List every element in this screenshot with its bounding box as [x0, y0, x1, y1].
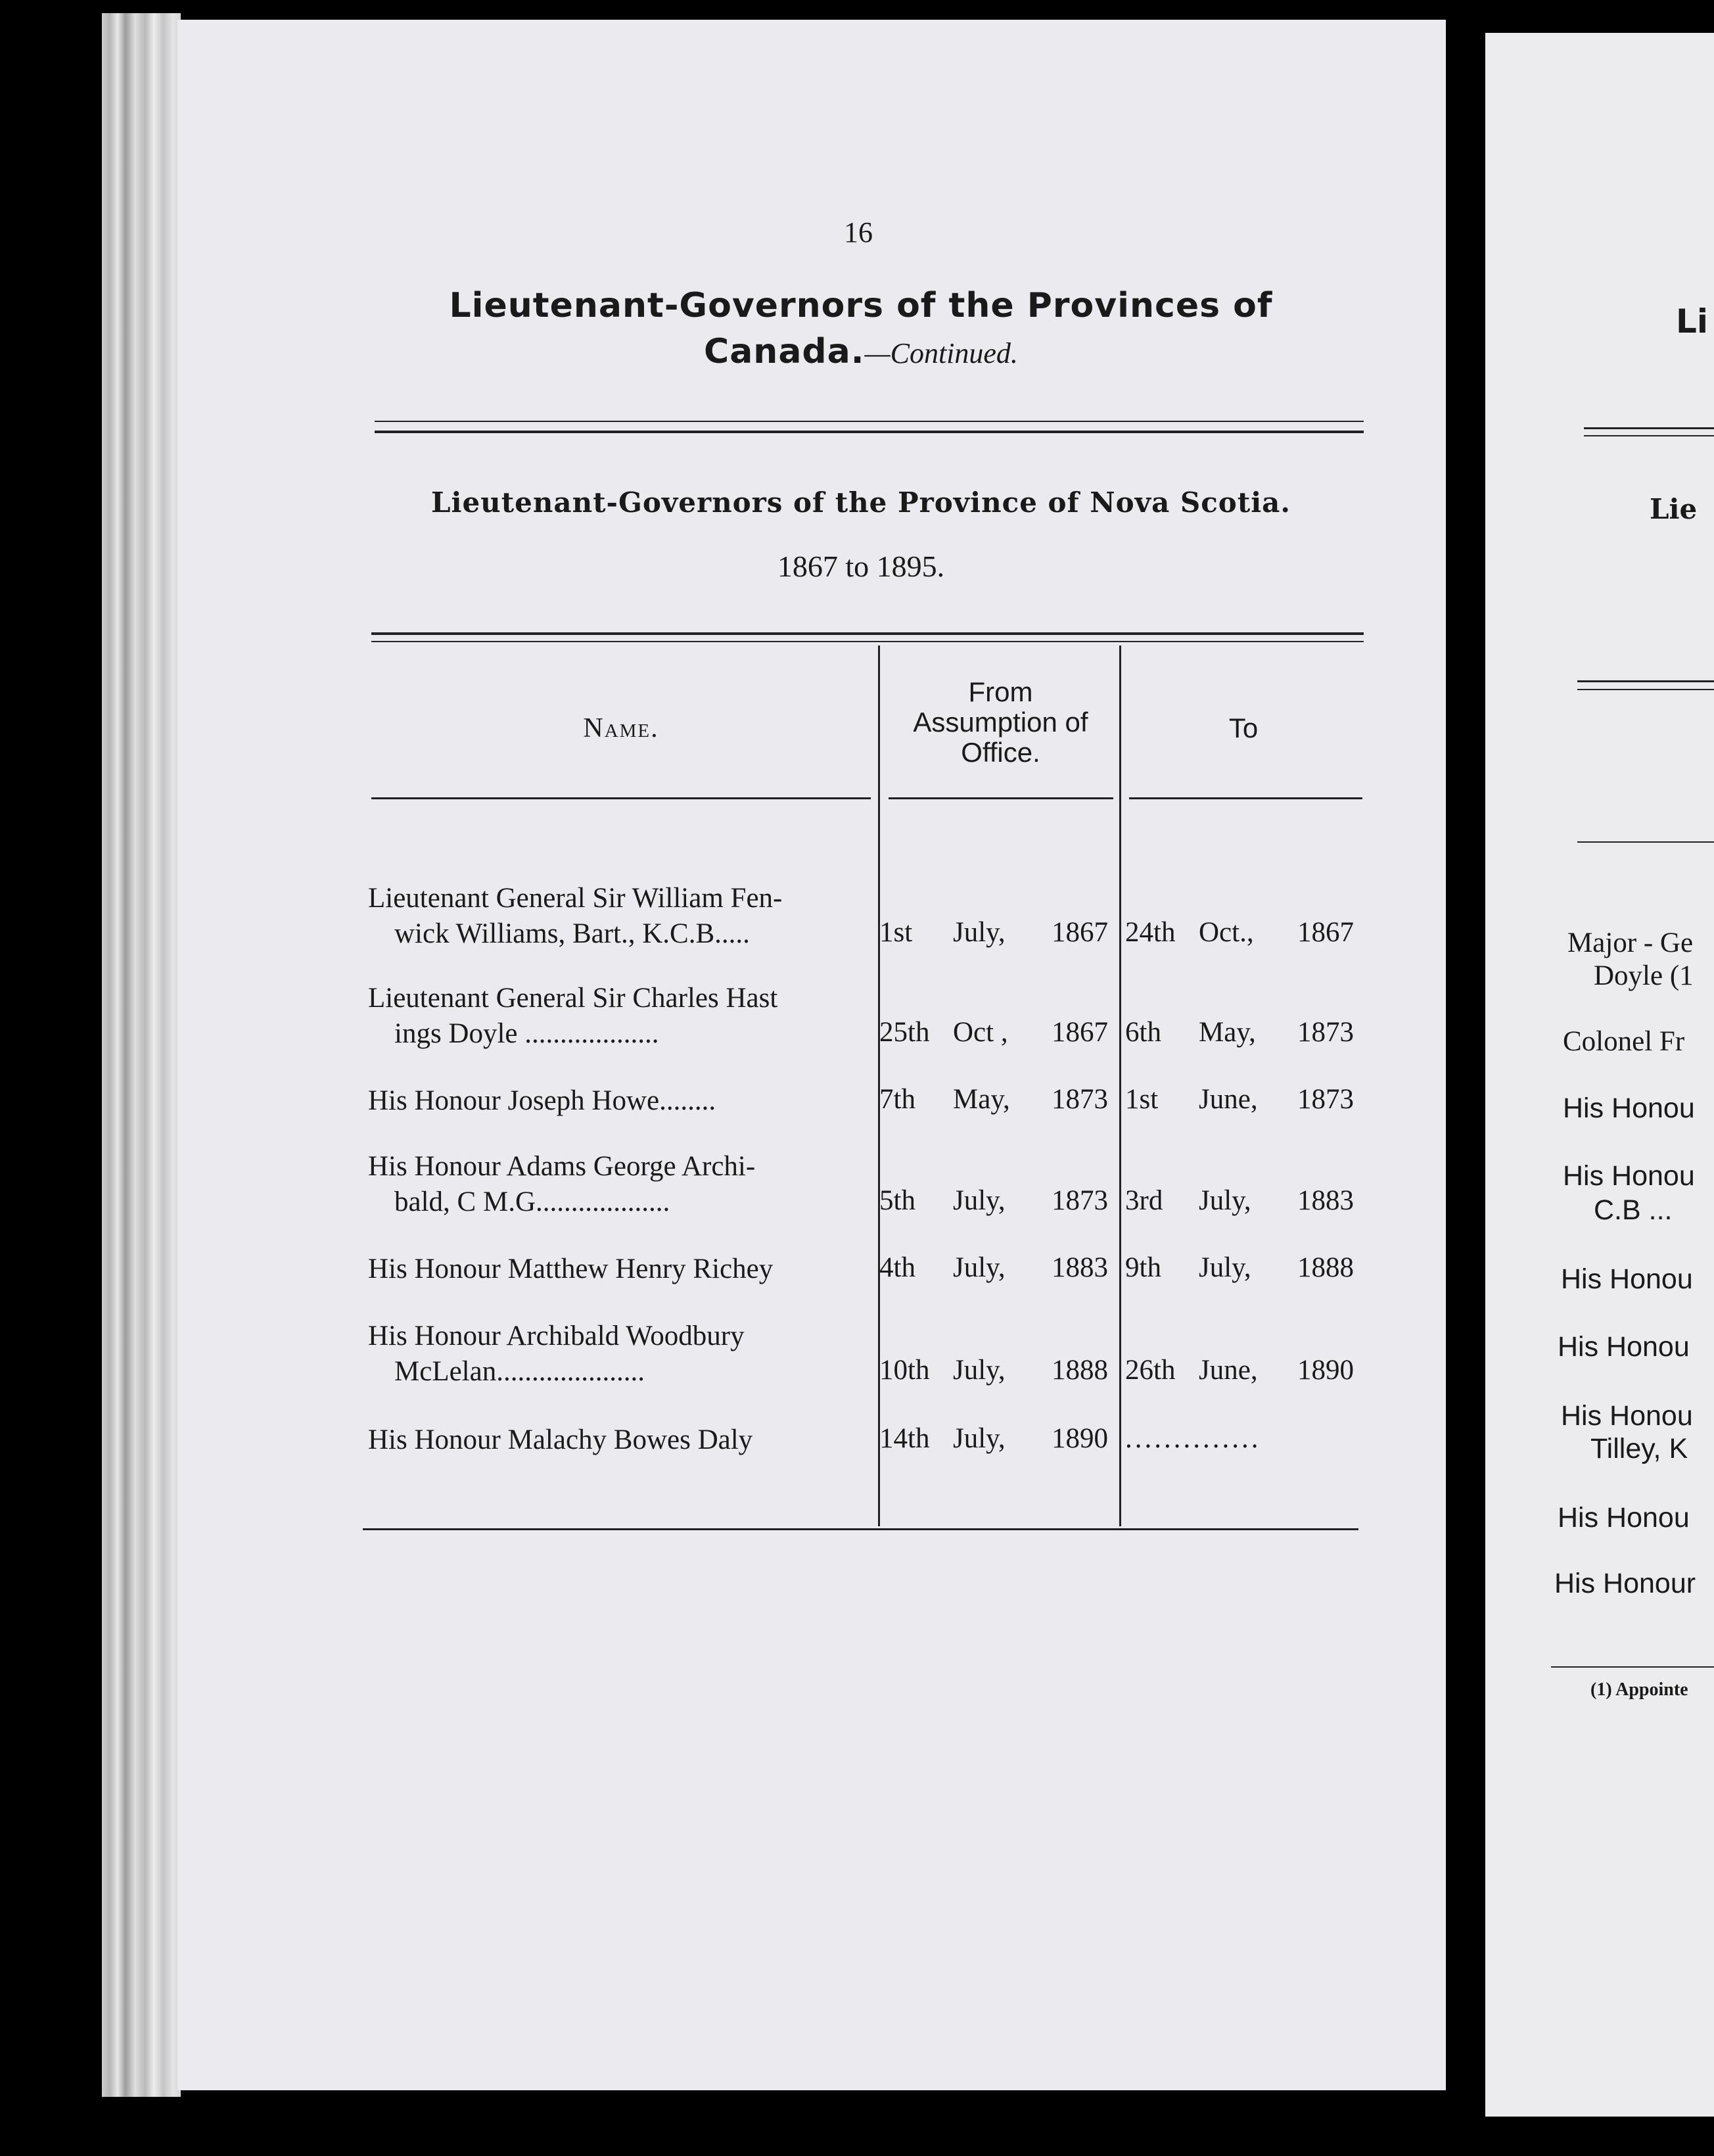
title-line-2: [368, 329, 1354, 377]
from-date: 10th July, 1888: [879, 1355, 1108, 1386]
facing-page: [1485, 33, 1714, 2117]
facing-line: His Honou: [1561, 1263, 1693, 1295]
facing-line: His Honou: [1561, 1400, 1693, 1432]
to-date: 26th June, 1890: [1125, 1355, 1354, 1386]
facing-line: Tilley, K: [1590, 1433, 1688, 1465]
facing-line: His Honou: [1558, 1502, 1690, 1534]
header-underline: [889, 797, 1113, 799]
to-date: 24th Oct., 1867: [1125, 917, 1354, 948]
title-canada: Canada.: [704, 332, 865, 371]
header-underline: [371, 797, 871, 799]
from-date: 14th July, 1890: [879, 1423, 1108, 1454]
to-date: 1st June, 1873: [1125, 1084, 1354, 1115]
table-bottom-rule: [363, 1528, 1358, 1530]
divider: [375, 421, 1364, 422]
facing-line: Doyle (1: [1594, 960, 1694, 991]
facing-line: His Honour: [1554, 1568, 1696, 1599]
table-top-rule: [371, 632, 1364, 635]
column-divider: [1119, 645, 1121, 1526]
column-header-to: To: [1228, 713, 1259, 743]
table-row-name: His Honour Archibald Woodbury McLelan.....................: [368, 1321, 745, 1387]
page-title: [368, 283, 1354, 377]
from-date: 1st July, 1867: [879, 917, 1108, 948]
section-title: Lieutenant-Governors of the Province of Nova Scotia.: [430, 486, 1291, 519]
table-row-name: Lieutenant General Sir Charles Hast ings Doyle ...................: [368, 983, 778, 1049]
facing-subtitle-fragment: Lie: [1650, 493, 1698, 525]
from-date: 5th July, 1873: [879, 1185, 1108, 1216]
page-number: 16: [844, 216, 873, 248]
table-top-rule: [371, 641, 1364, 642]
facing-line: His Honou: [1563, 1160, 1695, 1192]
to-date: 3rd July, 1883: [1125, 1185, 1354, 1216]
facing-title-fragment: Li: [1676, 302, 1708, 340]
table-row-name: His Honour Adams George Archi- bald, C M.G...................: [368, 1151, 756, 1217]
facing-line: C.B ...: [1594, 1194, 1673, 1226]
facing-footnote: (1) Appointe: [1590, 1679, 1688, 1700]
divider: [375, 431, 1364, 433]
facing-line: His Honou: [1563, 1092, 1695, 1124]
to-date: 6th May, 1873: [1125, 1017, 1354, 1048]
from-date: 4th July, 1883: [879, 1252, 1108, 1283]
facing-line: His Honou: [1558, 1331, 1690, 1363]
table-row-name: His Honour Matthew Henry Richey: [368, 1254, 774, 1284]
table-row-name: Lieutenant General Sir William Fen- wick Williams, Bart., K.C.B.....: [368, 883, 783, 949]
table-row-name: His Honour Joseph Howe........: [368, 1085, 716, 1116]
facing-line: Major - Ge: [1567, 927, 1694, 958]
from-date: 7th May, 1873: [879, 1084, 1108, 1115]
column-header-name: Name.: [583, 713, 659, 743]
from-date: 25th Oct , 1867: [879, 1017, 1108, 1048]
table-row-name: His Honour Malachy Bowes Daly: [368, 1424, 753, 1455]
title-line-1: Lieutenant-Governors of the Provinces of: [449, 286, 1273, 325]
year-range: 1867 to 1895.: [777, 550, 945, 583]
to-date: 9th July, 1888: [1125, 1252, 1354, 1283]
book-spine-edges: [102, 13, 181, 2097]
facing-line: Colonel Fr: [1563, 1026, 1685, 1057]
to-date-dots: ..............: [1125, 1423, 1261, 1454]
header-underline: [1129, 797, 1362, 799]
column-header-from: From Assumption of Office.: [913, 676, 1088, 768]
title-continued: —Continued.: [864, 337, 1018, 369]
